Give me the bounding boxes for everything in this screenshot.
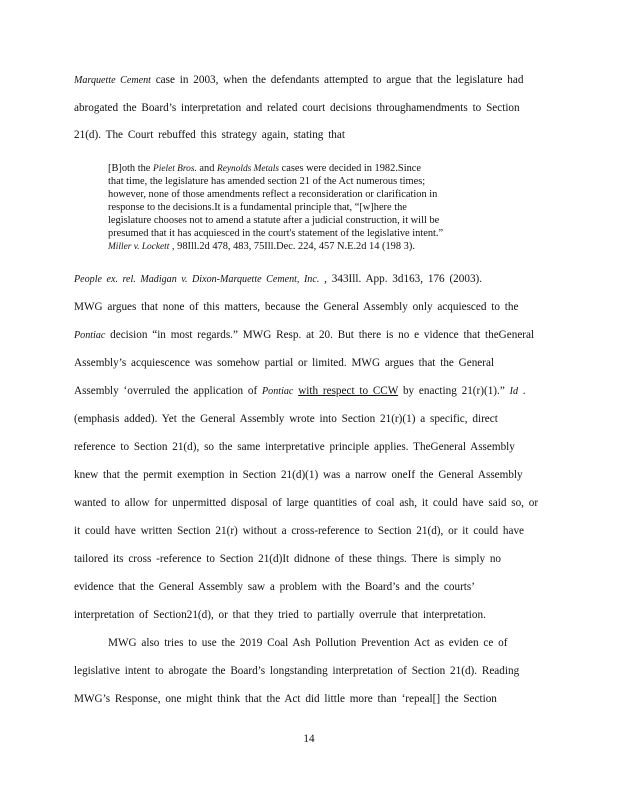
body-line: MWG’s Response, one might think that the Act did little more than ‘repeal[] the Section (74, 693, 497, 705)
quote-line: presumed that it has acquiesced in the court's statement of the legislative intent.” (108, 228, 444, 239)
body-line: Assembly’s acquiescence was somehow partial or limited. MWG argues that the General (74, 357, 495, 369)
body-line (74, 384, 534, 399)
quote-line: legislature chooses not to amend a statute after a judicial construction, it will be (108, 215, 440, 226)
case-name: Reynolds Metals (217, 164, 280, 174)
body-line: 21(d). The Court rebuffed this strategy again, stating that (74, 129, 345, 141)
body-line: it could have written Section 21(r) without a cross-reference to Section 21(d), or it could have (74, 525, 525, 537)
quote-text: , 98Ill.2d 478, 483, 75Ill.Dec. 224, 457 N.E.2d 14 (198 3). (169, 241, 415, 252)
quote-line: response to the decisions.It is a fundamental principle that, “[w]here the (108, 202, 407, 213)
body-text: by enacting 21(r)(1).” (398, 385, 510, 397)
body-line (74, 328, 534, 343)
id-citation: Id (509, 386, 518, 397)
body-text: case in 2003, when the defendants attempted to argue that the legislature had (150, 74, 524, 86)
citation-line (74, 272, 534, 287)
quote-line (108, 163, 494, 176)
quote-text: and (196, 163, 218, 174)
body-line: MWG argues that none of this matters, because the General Assembly only acquiesced to the (74, 301, 519, 313)
quote-line: however, none of those amendments reflect a reconsideration or clarification in (108, 189, 438, 200)
body-line: tailored its cross -reference to Section 21(d)It didnone of these things. There is simply no (74, 553, 502, 565)
quote-text: cases were decided in 1982.Since (279, 163, 421, 174)
body-line: interpretation of Section21(d), or that they tried to partially overrule that interpretation. (74, 609, 486, 621)
body-text: , 343Ill. App. 3d163, 176 (2003). (319, 273, 483, 285)
body-line: wanted to allow for unpermitted disposal of large quantities of coal ash, it could have said so, or (74, 497, 539, 509)
body-text: decision “in most regards.” MWG Resp. at 20. But there is no e vidence that theGeneral (105, 329, 535, 341)
emphasized-text: with respect to CCW (298, 385, 399, 397)
case-citation: Marquette Cement (74, 75, 151, 86)
quote-text: [B]oth the (108, 163, 154, 174)
body-line (74, 73, 534, 88)
page-number: 14 (303, 733, 315, 745)
case-name: Pontiac (262, 386, 294, 397)
body-line: abrogated the Board’s interpretation and related court decisions throughamendments to Section (74, 102, 520, 114)
quote-line (108, 241, 494, 254)
case-name: Pontiac (74, 330, 106, 341)
quote-line: that time, the legislature has amended section 21 of the Act numerous times; (108, 176, 426, 187)
body-line: legislative intent to abrogate the Board’s longstanding interpretation of Section 21(d). Reading (74, 665, 520, 677)
body-text: . (518, 385, 526, 397)
paragraph-first-line: MWG also tries to use the 2019 Coal Ash Pollution Prevention Act as eviden ce of (108, 637, 508, 649)
body-line: evidence that the General Assembly saw a problem with the Board’s and the courts’ (74, 581, 475, 593)
case-citation: People ex. rel. Madigan v. Dixon-Marquette Cement, Inc. (74, 274, 320, 285)
case-name: Miller v. Lockett (108, 242, 170, 252)
case-name: Pielet Bros. (153, 164, 197, 174)
body-line: (emphasis added). Yet the General Assembly wrote into Section 21(r)(1) a specific, direct (74, 413, 498, 425)
body-line: reference to Section 21(d), so the same interpretative principle applies. TheGeneral Assembly (74, 441, 515, 453)
body-text: Assembly ‘overruled the application of (74, 385, 263, 397)
body-line: knew that the permit exemption in Section 21(d)(1) was a narrow oneIf the General Assembly (74, 469, 523, 481)
